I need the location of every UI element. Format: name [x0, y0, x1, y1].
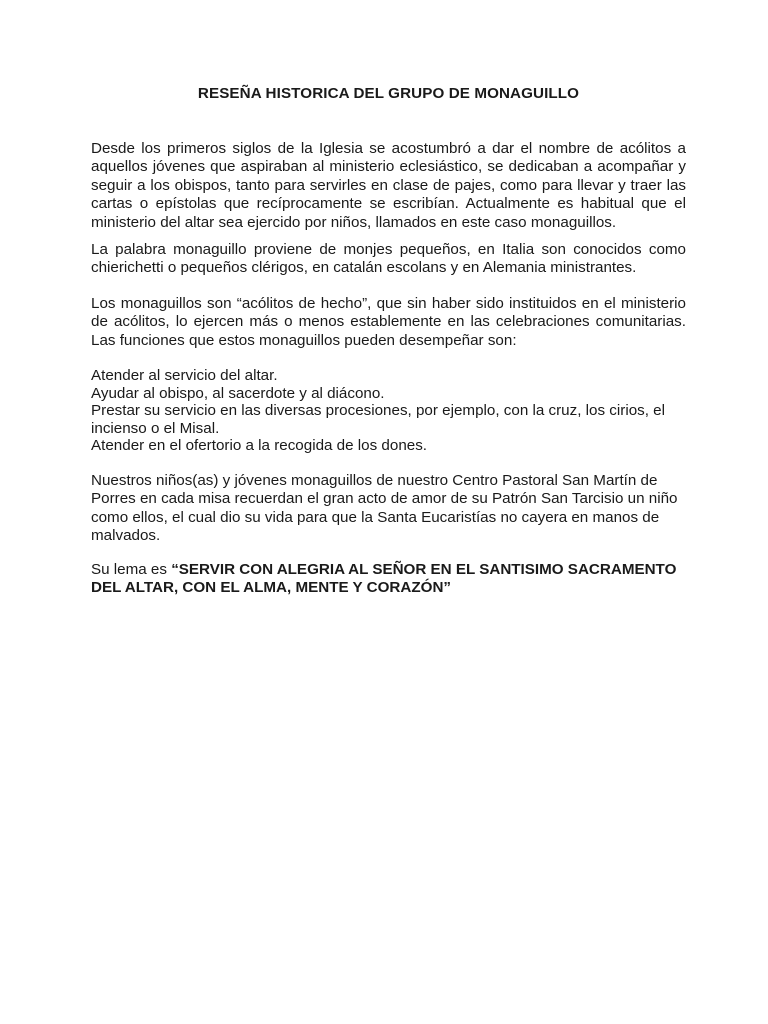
paragraph-monaguillo-functions-intro: Los monaguillos son “acólitos de hecho”, que sin haber sido instituidos en el ministerio de acólitos, lo ejercen más o menos establemente en las celebraciones comunitarias. Las funciones que estos monaguillos pueden desempeñar son: [91, 294, 686, 349]
document-title: RESEÑA HISTORICA DEL GRUPO DE MONAGUILLO [197, 85, 580, 102]
list-item: Atender al servicio del altar. [91, 367, 278, 385]
motto-text: “SERVIR CON ALEGRIA AL SEÑOR EN EL SANTISIMO SACRAMENTO DEL ALTAR, CON EL ALMA, MENTE Y CORAZÓN” [91, 560, 677, 597]
list-item: Atender en el ofertorio a la recogida de los dones. [91, 437, 428, 455]
paragraph-acolitos-history: Desde los primeros siglos de la Iglesia se acostumbró a dar el nombre de acólitos a aquellos jóvenes que aspiraban al ministerio eclesiástico, se dedicaban a acompañar y seguir a los obispos, tanto para servirles en clase de pajes, como para llevar y traer las cartas o epístolas que recíprocamente se escribían. Actualmente es habitual que el ministerio del altar sea ejercido por niños, llamados en este caso monaguillos. [91, 140, 686, 231]
paragraph-centro-pastoral: Nuestros niños(as) y jóvenes monaguillos de nuestro Centro Pastoral San Martín de Porres en cada misa recuerdan el gran acto de amor de su Patrón San Tarcisio un niño como ellos, el cual dio su vida para que la Santa Eucaristías no cayera en manos de malvados. [91, 472, 678, 545]
list-item: Prestar su servicio en las diversas procesiones, por ejemplo, con la cruz, los cirios, el incienso o el Misal. [91, 402, 665, 437]
document-page [91, 85, 686, 597]
motto-paragraph [91, 561, 686, 598]
motto-prefix: Su lema es [91, 560, 172, 578]
functions-list [91, 367, 686, 455]
list-item: Ayudar al obispo, al sacerdote y al diácono. [91, 384, 385, 402]
paragraph-monaguillo-origin: La palabra monaguillo proviene de monjes pequeños, en Italia son conocidos como chierichetti o pequeños clérigos, en catalán escolans y en Alemania ministrantes. [91, 241, 686, 277]
